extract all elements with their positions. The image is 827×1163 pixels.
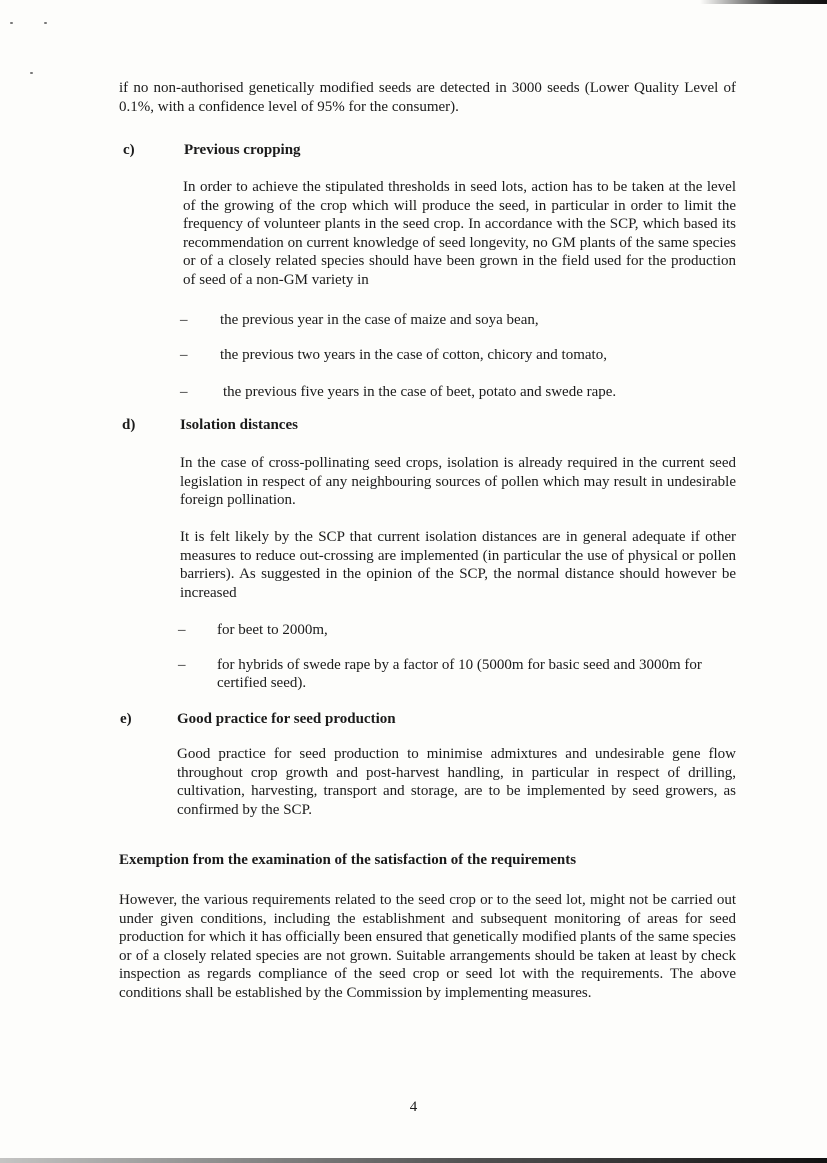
list-dash: – [178, 622, 186, 638]
exemption-heading: Exemption from the examination of the satisfaction of the requirements [119, 852, 577, 868]
page-number: 4 [409, 1099, 418, 1115]
scan-speck [10, 22, 13, 24]
section-e-heading: Good practice for seed production [177, 711, 396, 727]
list-dash: – [180, 312, 188, 328]
list-dash: – [180, 347, 188, 363]
list-dash: – [178, 657, 186, 673]
intro-paragraph: if no non-authorised genetically modified seeds are detected in 3000 seeds (Lower Quality Level of 0.1%, with a confidence level of 95% for the consumer). [119, 80, 736, 115]
list-item: for hybrids of swede rape by a factor of 10 (5000m for basic seed and 3000m for certified seed). [217, 657, 702, 691]
section-d-paragraph-1: In the case of cross-pollinating seed crops, isolation is already required in the current seed legislation in respect of any neighbouring sources of pollen which may result in undesirable foreign pollination. [180, 455, 736, 508]
section-d-heading: Isolation distances [180, 417, 298, 433]
section-e-paragraph: Good practice for seed production to minimise admixtures and undesirable gene flow throughout crop growth and post-harvest handling, in particular in respect of drilling, cultivation, harvesting, transport and storage, are to be implemented by seed growers, as confirmed by the SCP. [177, 746, 736, 818]
list-dash: – [180, 384, 188, 400]
scan-edge-top [700, 0, 827, 4]
exemption-paragraph: However, the various requirements related to the seed crop or to the seed lot, might not be carried out under given conditions, including the establishment and subsequent monitoring of areas for seed production for which it has officially been ensured that genetically modified plants of the same species or of a closely related species are not grown. Suitable arrangements should be taken at least by check inspection as regards compliance of the seed crop or seed lot with the requirements. The above conditions shall be established by the Commission by implementing measures. [119, 892, 736, 1001]
section-c-letter: c) [123, 142, 135, 158]
list-item: the previous year in the case of maize and soya bean, [220, 312, 539, 328]
scan-speck [44, 22, 47, 24]
list-item: the previous five years in the case of beet, potato and swede rape. [223, 384, 617, 400]
scan-speck [30, 72, 33, 74]
list-item: for beet to 2000m, [217, 622, 328, 638]
scan-edge-bottom [0, 1158, 827, 1163]
section-d-letter: d) [122, 417, 136, 433]
section-d-paragraph-2: It is felt likely by the SCP that current isolation distances are in general adequate if other measures to reduce out-crossing are implemented (in particular the use of physical or pollen barriers). As suggested in the opinion of the SCP, the normal distance should however be increased [180, 529, 736, 601]
section-e-letter: e) [120, 711, 132, 727]
section-c-heading: Previous cropping [184, 142, 301, 158]
list-item: the previous two years in the case of cotton, chicory and tomato, [220, 347, 607, 363]
section-c-paragraph: In order to achieve the stipulated thresholds in seed lots, action has to be taken at the level of the growing of the crop which will produce the seed, in particular in order to limit the frequency of volunteer plants in the seed crop. In accordance with the SCP, which based its recommendation on current knowledge of seed longevity, no GM plants of the same species or of a closely related species should have been grown in the field used for the production of seed of a non-GM variety in [183, 179, 736, 288]
